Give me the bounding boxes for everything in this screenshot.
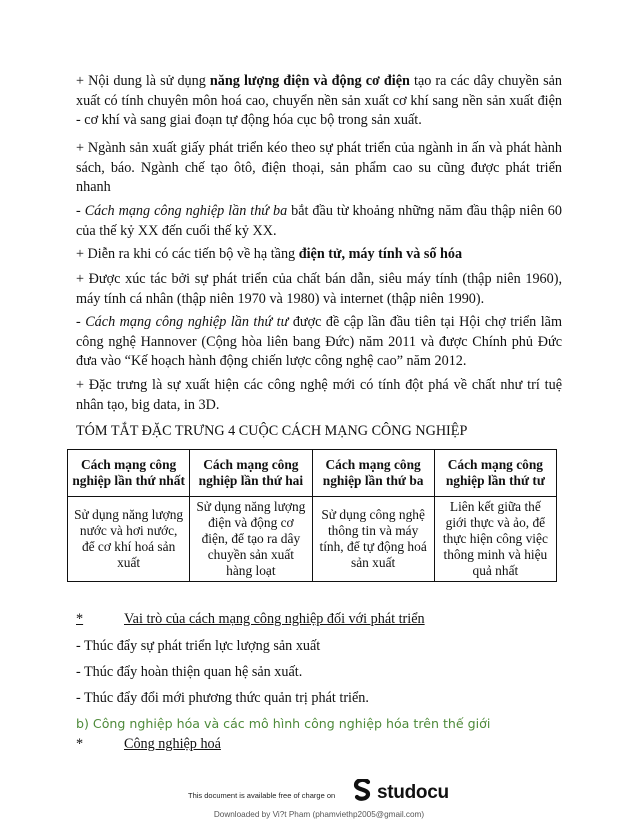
summary-table: [67, 449, 557, 582]
role-item: - Thúc đẩy hoàn thiện quan hệ sản xuất.: [76, 664, 303, 680]
p1-bold: năng lượng điện và động cơ điện: [209, 73, 410, 89]
table-cell: Liên kết giữa thế giới thực và ảo, để thực hiện công việc thông minh và hiệu quả nhất: [434, 497, 556, 582]
p6-italic: Cách mạng công nghiệp lần thứ tư: [85, 314, 289, 330]
downloaded-by-line: Downloaded by Vi?t Pham (phamviethp2005@gmail.com): [213, 810, 425, 819]
role-heading: [76, 611, 425, 628]
industrialization-heading: [76, 736, 221, 753]
summary-heading: TÓM TẮT ĐẶC TRƯNG 4 CUỘC CÁCH MẠNG CÔNG NGHIỆP: [76, 423, 468, 439]
table-cell: Sử dụng năng lượng nước và hơi nước, để cơ khí hoá sản xuất: [68, 497, 190, 582]
bullet-star: *: [76, 611, 84, 627]
table-header-cell: Cách mạng công nghiệp lần thứ nhất: [68, 450, 190, 497]
table-header-row: [68, 450, 557, 497]
role-title: Vai trò của cách mạng công nghiệp đối với phát triển: [124, 611, 425, 627]
table-header-cell: Cách mạng công nghiệp lần thứ ba: [312, 450, 434, 497]
table-cell: Sử dụng công nghệ thông tin và máy tính, để tự động hoá sản xuất: [312, 497, 434, 582]
studocu-logo[interactable]: [353, 779, 449, 806]
paragraph-third-revolution: [76, 202, 562, 241]
paragraph-fourth-revolution: [76, 313, 562, 372]
bullet-star: *: [76, 736, 84, 752]
role-item: - Thúc đẩy sự phát triển lực lượng sản xuất: [76, 638, 321, 654]
p3-text: bắt đầu từ khoảng những năm đầu thập niên 60 của thế kỷ XX đến cuối thế kỷ XX.: [76, 203, 562, 239]
footer-notice: This document is available free of charge on: [188, 791, 336, 800]
p1-text: + Nội dung là sử dụng: [76, 73, 210, 89]
studocu-s-icon: [353, 779, 373, 806]
industrialization-title: Công nghiệp hoá: [124, 736, 221, 752]
p1-text-end: tạo ra các dây chuyền sản xuất có tính chuyên môn hoá cao, chuyển nền sản xuất cơ khí sang nền sản xuất điện - cơ khí và sang giai đoạn tự động hóa cục bộ trong sản xuất.: [76, 73, 562, 128]
role-item: - Thúc đẩy đổi mới phương thức quản trị phát triển.: [76, 690, 369, 706]
p3-italic: Cách mạng công nghiệp lần thứ ba: [84, 203, 288, 219]
table-header-cell: Cách mạng công nghiệp lần thứ tư: [434, 450, 556, 497]
section-b-heading: b) Công nghiệp hóa và các mô hình công nghiệp hóa trên thế giới: [76, 716, 491, 731]
p4-text: + Diễn ra khi có các tiến bộ về hạ tầng: [76, 246, 299, 262]
table-row: [68, 497, 557, 582]
paragraph-second-revolution-industries: + Ngành sản xuất giấy phát triển kéo theo sự phát triển của ngành in ấn và phát hành sách, báo. Ngành chế tạo ôtô, điện thoại, sản phẩm cao su cũng được phát triển nhanh: [76, 140, 562, 195]
paragraph-fourth-revolution-features: + Đặc trưng là sự xuất hiện các công nghệ mới có tính đột phá về chất như trí tuệ nhân tạo, big data, in 3D.: [76, 377, 562, 413]
p6-text: được đề cập lần đầu tiên tại Hội chợ triển lãm công nghệ Hannover (Cộng hòa liên bang Đức) năm 2011 và được Chính phủ Đức đưa vào “Kế hoạch hành động chiến lược công nghệ cao” năm 2012.: [76, 314, 562, 369]
table-header-cell: Cách mạng công nghiệp lần thứ hai: [190, 450, 312, 497]
p6-dash: -: [76, 314, 86, 330]
table-cell: Sử dụng năng lượng điện và động cơ điện, để tạo ra dây chuyền sản xuất hàng loạt: [190, 497, 312, 582]
p4-bold: điện tử, máy tính và số hóa: [298, 246, 463, 262]
studocu-wordmark: studocu: [377, 781, 449, 803]
paragraph-third-revolution-basis: [76, 245, 562, 265]
p3-dash: -: [76, 203, 85, 219]
paragraph-third-revolution-catalyst: + Được xúc tác bởi sự phát triển của chất bán dẫn, siêu máy tính (thập niên 1960), máy tính cá nhân (thập niên 1970 và 1980) và internet (thập niên 1990).: [76, 271, 562, 307]
paragraph-second-revolution-content: [76, 72, 562, 131]
